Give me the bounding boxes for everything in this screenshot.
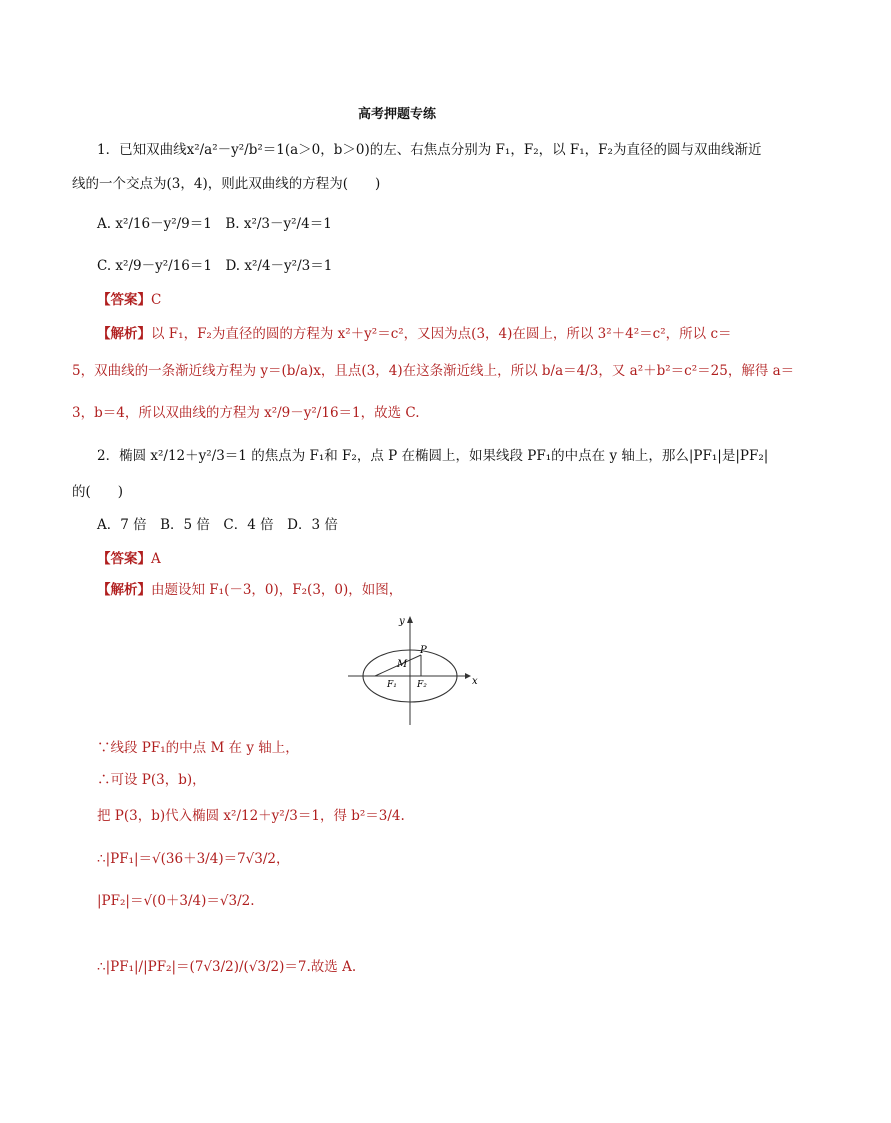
y-axis-label: y	[399, 616, 405, 627]
q1-analysis-text1: 以 F₁，F₂为直径的圆的方程为 x²＋y²＝c²，又因为点(3，4)在圆上，所以 3²＋4²＝c²，所以 c＝	[151, 326, 732, 342]
q2-options: A．7 倍 B．5 倍 C．4 倍 D．3 倍	[97, 517, 338, 533]
q1-line2: 线的一个交点为(3，4)，则此双曲线的方程为( )	[72, 176, 381, 192]
q2-step5: |PF₂|＝√(0＋3/4)＝√3/2.	[97, 893, 255, 909]
q2-step6: ∴|PF₁|/|PF₂|＝(7√3/2)/(√3/2)＝7.故选 A.	[97, 959, 357, 975]
q1-analysis-line1	[0, 324, 891, 344]
q2-step1: ∵线段 PF₁的中点 M 在 y 轴上，	[97, 740, 299, 756]
q2-answer-label: 【答案】	[97, 551, 151, 567]
q2-step3: 把 P(3，b)代入椭圆 x²/12＋y²/3＝1，得 b²＝3/4.	[97, 808, 405, 824]
y-axis-arrow	[407, 616, 413, 623]
focus-f2-label: F₂	[417, 680, 427, 690]
q1-analysis-line3: 3，b＝4，所以双曲线的方程为 x²/9－y²/16＝1，故选 C.	[72, 405, 420, 421]
q2-analysis-line1	[0, 580, 891, 600]
q1-options-cd: C. x²/9－y²/16＝1 D. x²/4－y²/3＝1	[97, 258, 333, 274]
q1-line1: 1．已知双曲线x²/a²－y²/b²＝1(a＞0，b＞0)的左、右焦点分别为 F₁，F₂，以 F₁，F₂为直径的圆与双曲线渐近	[97, 142, 762, 158]
q2-analysis-text1: 由题设知 F₁(－3，0)，F₂(3，0)，如图，	[151, 582, 403, 598]
q1-analysis-line2: 5，双曲线的一条渐近线方程为 y＝(b/a)x，且点(3，4)在这条渐近线上，所以 b/a＝4/3，又 a²＋b²＝c²＝25，解得 a＝	[72, 363, 795, 379]
q2-answer-value: A	[151, 551, 161, 567]
q2-analysis-label: 【解析】	[97, 582, 151, 598]
q1-answer-value: C	[151, 292, 162, 308]
q2-step4: ∴|PF₁|＝√(36＋3/4)＝7√3/2，	[97, 851, 290, 867]
q1-answer-label: 【答案】	[97, 292, 151, 308]
q1-options-ab: A. x²/16－y²/9＝1 B. x²/3－y²/4＝1	[97, 216, 332, 232]
q1-answer	[0, 290, 891, 310]
point-m-label: M	[397, 659, 408, 670]
q1-analysis-label: 【解析】	[97, 326, 151, 342]
focus-f1-label: F₁	[387, 680, 397, 690]
x-axis-label: x	[472, 676, 478, 687]
q2-step2: ∴可设 P(3，b)，	[97, 772, 206, 788]
ellipse-figure	[345, 613, 478, 728]
q2-line2: 的( )	[72, 484, 124, 500]
q2-line1: 2．椭圆 x²/12＋y²/3＝1 的焦点为 F₁和 F₂，点 P 在椭圆上，如果线段 PF₁的中点在 y 轴上，那么|PF₁|是|PF₂|	[97, 448, 769, 464]
x-axis-arrow	[465, 673, 471, 679]
q2-answer	[0, 549, 891, 569]
point-p-label: P	[420, 645, 427, 656]
page-title: 高考押题专练	[357, 107, 436, 122]
